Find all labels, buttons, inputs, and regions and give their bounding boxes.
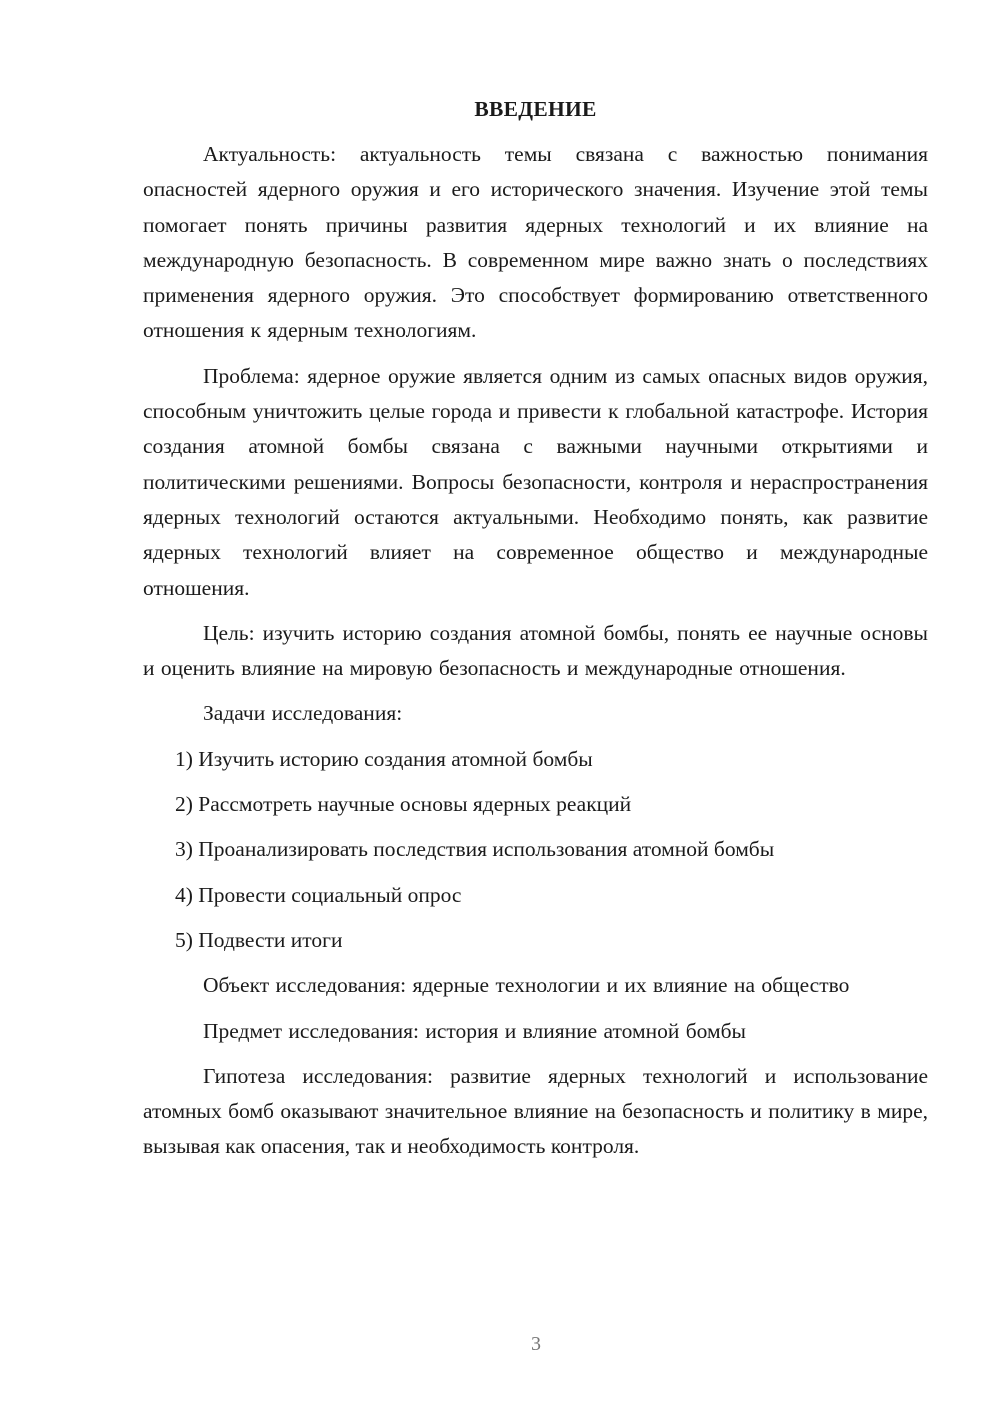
list-item: 4) Провести социальный опрос xyxy=(175,882,462,907)
tasks-heading: Задачи исследования: xyxy=(203,701,403,726)
list-item: 2) Рассмотреть научные основы ядерных реакций xyxy=(175,792,632,817)
list-item: 3) Проанализировать последствия использования атомной бомбы xyxy=(175,837,775,862)
tasks-list xyxy=(143,742,928,958)
list-item: 5) Подвести итоги xyxy=(175,927,343,952)
page-title: ВВЕДЕНИЕ xyxy=(474,97,597,121)
object-paragraph: Объект исследования: ядерные технологии и их влияние на общество xyxy=(203,973,850,998)
relevance-paragraph: Актуальность: актуальность темы связана с важностью понимания опасностей ядерного оружия и его исторического значения. Изучение этой темы помогает понять причины развития ядерных технологий и их влияние на международную безопасность. В современном мире важно знать о последствиях применения ядерного оружия. Это способствует формированию ответственного отношения к ядерным технологиям. xyxy=(143,142,928,343)
hypothesis-paragraph: Гипотеза исследования: развитие ядерных технологий и использование атомных бомб оказывают значительное влияние на безопасность и политику в мире, вызывая как опасения, так и необходимость контроля. xyxy=(143,1063,928,1159)
page-number: 3 xyxy=(531,1333,541,1355)
subject-paragraph: Предмет исследования: история и влияние атомной бомбы xyxy=(203,1018,747,1043)
document-page xyxy=(143,92,928,1165)
goal-paragraph: Цель: изучить историю создания атомной бомбы, понять ее научные основы и оценить влияние на мировую безопасность и международные отношения. xyxy=(143,620,928,681)
list-item: 1) Изучить историю создания атомной бомбы xyxy=(175,746,593,771)
problem-paragraph: Проблема: ядерное оружие является одним из самых опасных видов оружия, способным уничтожить целые города и привести к глобальной катастрофе. История создания атомной бомбы связана с важными научными открытиями и политическими решениями. Вопросы безопасности, контроля и нераспространения ядерных технологий остаются актуальными. Необходимо понять, как развитие ядерных технологий влияет на современное общество и международные отношения. xyxy=(143,363,928,600)
